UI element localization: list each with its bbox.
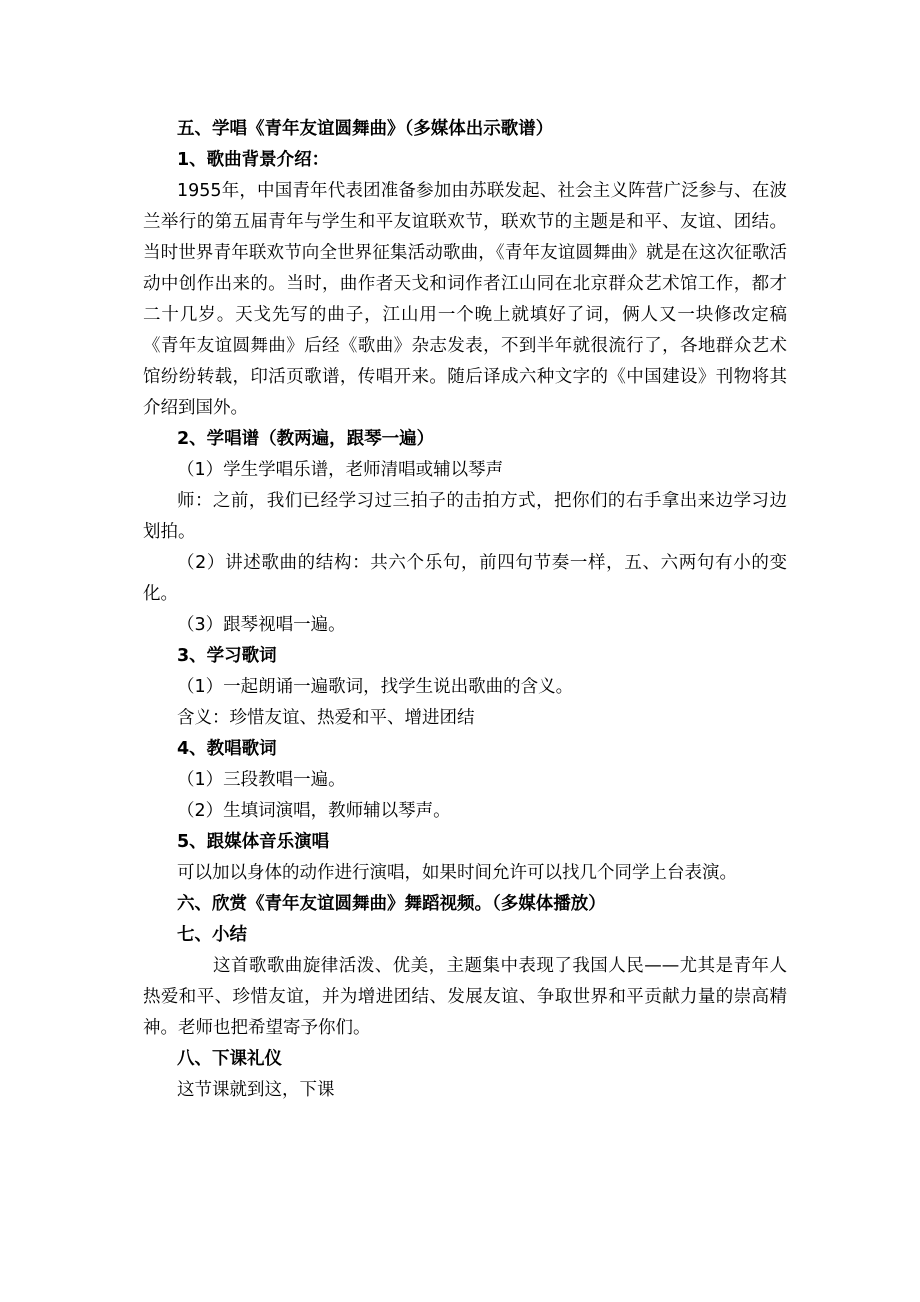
- item2-step1: （1）学生学唱乐谱，老师清唱或辅以琴声: [177, 460, 504, 480]
- item4-step2: （2）生填词演唱，教师辅以琴声。: [177, 801, 451, 821]
- item2-step2: （2）讲述歌曲的结构：共六个乐句，前四句节奏一样，五、六两句有小的变化。: [143, 553, 787, 604]
- item5-text: 可以加以身体的动作进行演唱，如果时间允许可以找几个同学上台表演。: [177, 863, 737, 883]
- section7-heading: 七、小结: [177, 925, 247, 945]
- item5-heading: 5、跟媒体音乐演唱: [177, 832, 330, 852]
- section8-text: 这节课就到这，下课: [177, 1080, 335, 1100]
- item4-heading: 4、教唱歌词: [177, 739, 277, 759]
- section7-paragraph: 这首歌歌曲旋律活泼、优美，主题集中表现了我国人民——尤其是青年人热爱和平、珍惜友谊，并为增进团结、发展友谊、争取世界和平贡献力量的崇高精神。老师也把希望寄予你们。: [143, 956, 787, 1038]
- section5-heading: 五、学唱《青年友谊圆舞曲》（多媒体出示歌谱）: [177, 119, 554, 139]
- item2-teacher-note: 师：之前，我们已经学习过三拍子的击拍方式，把你们的右手拿出来边学习边划拍。: [143, 491, 787, 542]
- item1-paragraph: 1955年，中国青年代表团准备参加由苏联发起、社会主义阵营广泛参与、在波兰举行的第五届青年与学生和平友谊联欢节，联欢节的主题是和平、友谊、团结。当时世界青年联欢节向全世界征集活动歌曲，《青年友谊圆舞曲》就是在这次征歌活动中创作出来的。当时，曲作者天戈和词作者江山同在北京群众艺术馆工作，都才二十几岁。天戈先写的曲子，江山用一个晚上就填好了词，俩人又一块修改定稿《青年友谊圆舞曲》后经《歌曲》杂志发表，不到半年就很流行了，各地群众艺术馆纷纷转载，印活页歌谱，传唱开来。随后译成六种文字的《中国建设》刊物将其介绍到国外。: [143, 181, 787, 418]
- item4-step1: （1）三段教唱一遍。: [177, 770, 346, 790]
- item3-meaning: 含义：珍惜友谊、热爱和平、增进团结: [177, 708, 475, 728]
- item2-heading: 2、学唱谱（教两遍，跟琴一遍）: [177, 429, 435, 449]
- section6-heading: 六、欣赏《青年友谊圆舞曲》舞蹈视频。（多媒体播放）: [177, 894, 606, 914]
- item3-heading: 3、学习歌词: [177, 646, 277, 666]
- item3-step1: （1）一起朗诵一遍歌词，找学生说出歌曲的含义。: [177, 677, 574, 697]
- item2-step3: （3）跟琴视唱一遍。: [177, 615, 346, 635]
- document-page: [143, 114, 787, 1106]
- item1-heading: 1、歌曲背景介绍：: [177, 150, 330, 170]
- section8-heading: 八、下课礼仪: [177, 1049, 282, 1069]
